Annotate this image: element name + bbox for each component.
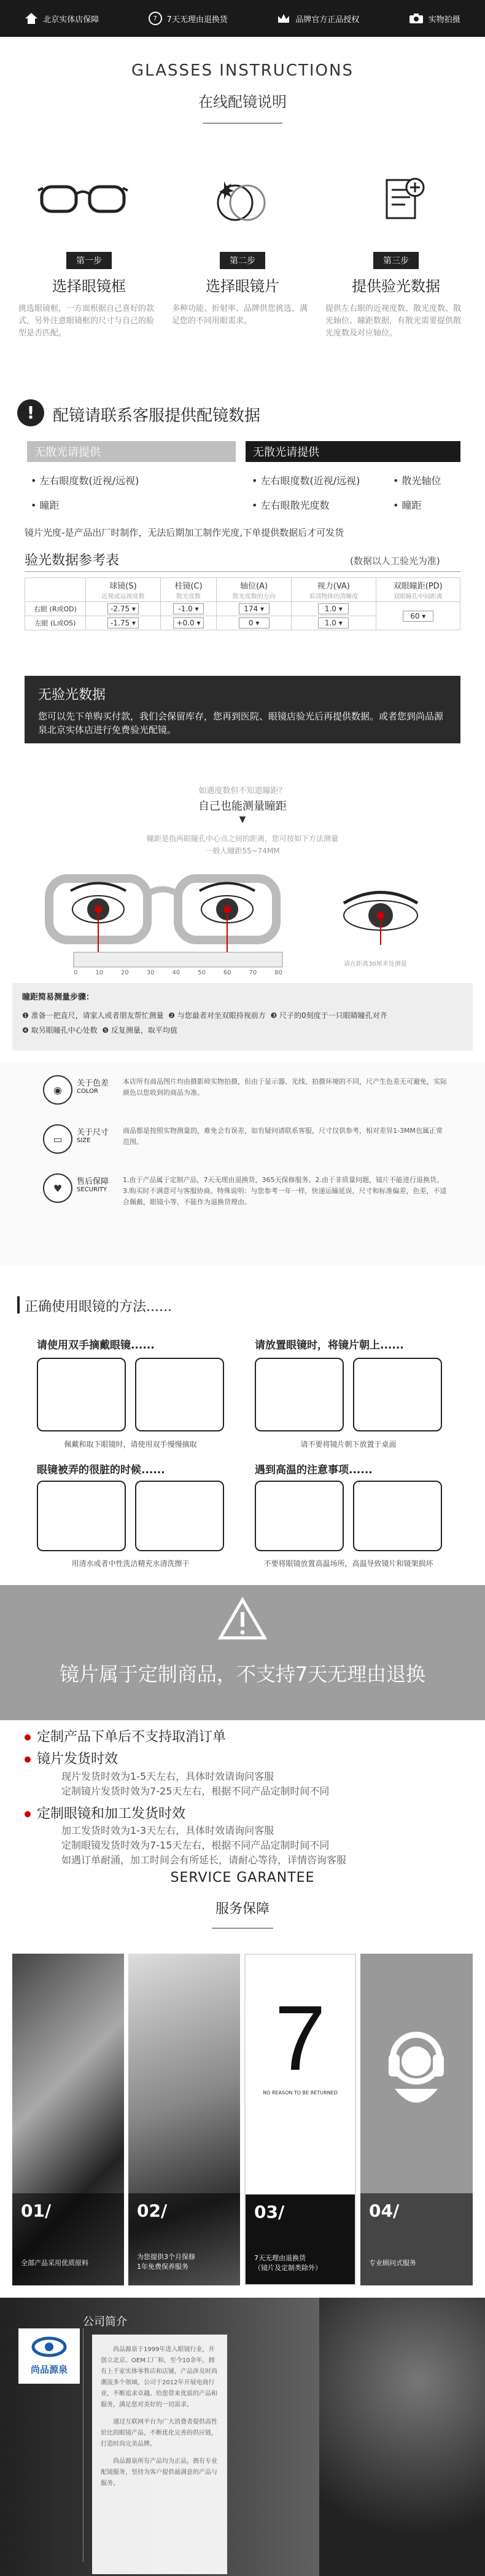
measure-step-text: 与您最者对坐双眼持视前方	[177, 1011, 266, 1020]
data-note: 镜片光度-是产品出厂时制作，无法后期加工制作光度,下单提供数据后才可发货	[25, 527, 344, 538]
service-label: 全部产品采用优质原料	[21, 2259, 88, 2267]
service-big-number: 7	[274, 1986, 326, 2089]
info-row	[43, 1173, 72, 1203]
lens-icon	[212, 175, 273, 224]
divider	[25, 571, 460, 572]
usage-illustration	[37, 1358, 126, 1431]
measure-title: 瞳距简易测量步骤：	[22, 993, 95, 1002]
instructions-title-en: GLASSES INSTRUCTIONS	[131, 61, 354, 80]
ruler-tick: 60	[223, 969, 231, 976]
table-cell	[217, 616, 292, 630]
select-a[interactable]: 0 ▾	[239, 617, 270, 628]
no-data-title: 无验光数据	[38, 687, 106, 703]
info-row	[43, 1075, 72, 1105]
header-sub: 双眼瞳孔中间距离	[393, 593, 443, 600]
step-badge: 第三步	[373, 252, 419, 269]
table-header	[292, 578, 376, 602]
prescription-table	[25, 577, 460, 630]
table-row	[25, 602, 460, 616]
camera-icon	[409, 13, 424, 24]
service-item	[360, 1954, 473, 2285]
ruler-tick: 0	[74, 969, 78, 976]
list-item-label: 瞳距	[39, 499, 60, 511]
custom-item	[25, 1803, 185, 1822]
ruler-ticks	[74, 969, 282, 976]
service-grid	[12, 1954, 473, 2285]
bullet-dot	[25, 1811, 31, 1817]
ref-title: 验光数据参考表	[25, 553, 120, 568]
select-value: -2.75	[111, 605, 130, 613]
company-logo	[18, 2328, 80, 2384]
custom-item	[25, 1726, 226, 1745]
service-title-cn: 服务保障	[215, 1901, 270, 1917]
ruler-tick: 70	[249, 969, 257, 976]
usage-panel-title: 请使用双手摘戴眼镜......	[37, 1339, 155, 1352]
info-text: 商品都是按照实物测量的，难免会有误差，如有疑问请联系客服，尺寸仅供参考，相对差异1-3MM也属正常范围。	[123, 1127, 443, 1146]
top-bar-item	[149, 12, 228, 25]
usage-caption: 请不要将镜片朝下放置于桌面	[300, 1440, 397, 1449]
custom-item	[25, 1748, 118, 1768]
ruler-tick: 40	[172, 969, 180, 976]
select-c[interactable]: +0.0 ▾	[173, 617, 204, 628]
info-text: 1.由于产品属于定制产品，7天无理由退换货，365天保修服务。2.由于非质量问题，镜片不能进行退换货。3.购买时不满意可与客服协商。特殊说明：与您参考一年一样，快递运输延误，尺寸和标准偏差，色差，不适合佩戴，眼镜小等，不能作为退换货理由。	[123, 1176, 447, 1206]
service-item	[12, 1954, 124, 2285]
usage-caption: 佩戴和取下眼镜时，请使用双手慢慢摘取	[64, 1440, 197, 1449]
top-bar-label: 7天无理由退换货	[166, 15, 228, 25]
service-item	[128, 1954, 240, 2285]
usage-caption: 不要将眼镜放置高温场所，高温导致镜片和镜架损坏	[263, 1559, 433, 1568]
info-title-zh: 关于尺寸	[77, 1128, 109, 1137]
table-cell	[292, 616, 376, 630]
custom-item-line: 加工发货时效为1-3天左右，具体时效请询问客服	[61, 1825, 274, 1836]
usage-panel-title: 眼镜被弄的很脏的时候......	[37, 1464, 165, 1476]
row-label: 左眼 (L或OS)	[25, 616, 86, 630]
list-item-label: 左右眼度数(近视/远视)	[260, 475, 360, 487]
top-bar-item	[409, 13, 460, 25]
custom-item-line: 定制镜片发货时效为7-25天左右，根据不同产品定制时间不同	[61, 1785, 330, 1797]
usage-bar	[17, 1296, 20, 1313]
pd-question: 如遇度数但不知道瞳距？	[198, 786, 287, 796]
measure-step: ❷ 与您最者对坐双眼持视前方	[168, 1011, 266, 1020]
data-heading: 配镜请联系客服提供配镜数据	[53, 407, 261, 425]
list-item-label: 瞳距	[402, 499, 422, 511]
header-sub: 近视或远视度数	[101, 593, 145, 600]
step-text: 提供左右眼的近视度数、散光度数、散光轴位、瞳距数据，有散光需要提供散光度数及对应轴位。	[325, 304, 462, 338]
measure-step: ❺ 反复测量，取平均值	[102, 1026, 177, 1035]
header-sub: 散光度数	[176, 593, 201, 600]
custom-item-lines	[61, 1823, 346, 1868]
tab-no-astig: 无散光请提供	[27, 441, 236, 462]
ruler-tick: 30	[146, 969, 155, 976]
table-cell	[86, 602, 161, 616]
measure-step-text: 准备一把直尺，请家人或者朋友帮忙测量	[31, 1011, 164, 1020]
tab-astig: 无散光请提供	[246, 441, 460, 462]
measure-step: ❶ 准备一把直尺，请家人或者朋友帮忙测量	[22, 1011, 164, 1020]
measure-step-text: 反复测量，取平均值	[111, 1026, 177, 1035]
no-data-text: 您可以先下单购买付款，我们会保留库存，您再到医院、眼镜店验光后再提供数据。或者您到尚品源泉北京实体店进行免费验光配镜。	[38, 711, 444, 735]
seven-day-icon: 7	[149, 12, 162, 25]
service-label: 专业顾问式服务	[369, 2259, 416, 2267]
table-cell	[25, 578, 86, 602]
list-item: • 瞳距	[31, 499, 60, 511]
select-va[interactable]: 1.0 ▾	[318, 617, 349, 628]
header-main: 轴位(A)	[240, 582, 268, 591]
measure-step: ❹ 取另眼瞳孔中心处数	[22, 1026, 98, 1035]
company-paragraph: 尚品源泉于1999年进入眼镜行业，并创立北京、OEM工厂和，至今10余年，拥有上千家实体零售店和店铺，产品涉及时尚潮流多个领域，公司于2012年开展电商行业，不断追求卓越。给您带来优质的产品和服务，满足您对美好的一切需求。	[101, 2346, 217, 2408]
instructions-title-cn: 在线配镜说明	[198, 93, 287, 111]
bullet-dot	[25, 1734, 31, 1740]
service-strip	[246, 2194, 356, 2285]
info-title-en: SECURITY	[77, 1186, 107, 1193]
select-c[interactable]: -1.0 ▾	[173, 603, 204, 614]
step-heading: 提供验光数据	[352, 278, 440, 295]
list-item-label: 左右眼度数(近视/远视)	[39, 475, 139, 487]
table-header	[86, 578, 161, 602]
measure-steps	[12, 983, 473, 1051]
company-photo	[319, 2298, 485, 2576]
service-num: 03/	[254, 2202, 285, 2222]
service-strip	[128, 2193, 240, 2285]
company-paragraph: 通过互联网平台为广大消费者提供高性价比的眼镜产品，不断优化完善的供应链，打造时尚完美品牌。	[101, 2419, 217, 2448]
header-sub: 散光度数的方向	[232, 593, 276, 600]
service-item	[244, 1954, 356, 2285]
usage-panel-title: 遇到高温的注意事项......	[255, 1464, 373, 1476]
list-item-label: 散光轴位	[402, 475, 441, 487]
ruler-tick: 50	[198, 969, 206, 976]
table-cell	[161, 602, 217, 616]
company-logo-text: 尚品源泉	[30, 2364, 68, 2375]
list-item: • 左右眼度数(近视/远视)	[31, 475, 139, 487]
header-sub: 看清物体的清晰度	[309, 593, 359, 600]
side-note: 请在距离30厘米处测量	[344, 961, 407, 968]
list-item: • 瞳距	[393, 499, 422, 511]
document-icon	[381, 175, 430, 224]
usage-illustration	[255, 1358, 344, 1431]
step-badge: 第一步	[66, 252, 112, 269]
custom-item-heading: 镜片发货时效	[37, 1752, 118, 1767]
service-label: 7天无理由退换货 （镜片及定制类除外）	[254, 2254, 322, 2272]
ruler-tick: 20	[121, 969, 129, 976]
top-bar	[0, 0, 485, 37]
step-heading: 选择眼镜框	[52, 278, 126, 295]
usage-illustration	[135, 1481, 224, 1551]
eye-illustration	[332, 885, 430, 946]
arrow-down-icon: ▼	[239, 815, 246, 824]
glasses-icon	[37, 178, 129, 215]
top-bar-label: 品牌官方正品授权	[295, 15, 360, 25]
usage-caption: 用清水或者中性洗洁精充水清洗擦干	[71, 1559, 190, 1568]
usage-illustration	[353, 1481, 442, 1551]
headset-icon	[360, 2009, 473, 2132]
service-num: 02/	[137, 2201, 168, 2221]
table-cell	[376, 602, 460, 630]
select-value: +0.0	[176, 619, 195, 627]
table-header	[217, 578, 292, 602]
no-data-box	[25, 676, 460, 743]
select-value: 174	[244, 605, 258, 613]
table-cell	[217, 602, 292, 616]
select-s[interactable]: -1.75 ▾	[107, 617, 139, 628]
usage-illustration	[135, 1358, 224, 1431]
header-main: 视力(VA)	[317, 582, 350, 591]
top-bar-label: 北京实体店保障	[43, 15, 99, 25]
exclamation-icon: !	[17, 399, 44, 426]
step-2	[172, 252, 313, 327]
company-title: 公司简介	[83, 2316, 127, 2328]
step-text: 挑选眼镜框，一方面根据自己喜好的款式，另外注意眼镜框的尺寸与自己的脸型是否匹配。	[18, 304, 155, 338]
select-pd[interactable]: 60 ▾	[403, 611, 433, 622]
list-item: • 散光轴位	[393, 475, 441, 487]
select-s[interactable]: -2.75 ▾	[107, 603, 139, 614]
company-text-box	[92, 2335, 227, 2574]
custom-banner-text: 镜片属于定制商品，不支持7天无理由退换	[59, 1662, 426, 1686]
top-bar-label: 实物拍摄	[428, 15, 460, 25]
crown-icon	[277, 13, 290, 24]
select-value: 1.0	[324, 605, 336, 613]
custom-item-heading: 定制产品下单后不支持取消订单	[37, 1729, 227, 1745]
company-paragraph: 尚品源泉所有产品均为正品，拥有专业配镜服务，坚持为客户提供最满意的产品与服务。	[101, 2458, 217, 2487]
top-bar-item	[25, 13, 99, 25]
usage-illustration	[37, 1481, 126, 1551]
select-value: 0	[248, 619, 254, 627]
palette-icon: ◉	[43, 1075, 72, 1105]
logo-icon	[31, 2333, 68, 2360]
ruler-tick: 80	[274, 969, 282, 976]
step-text: 多种功能、折射率、品牌供您挑选，满足您的不同用眼需求。	[172, 304, 308, 326]
header-main: 柱镜(C)	[174, 582, 203, 591]
select-va[interactable]: 1.0 ▾	[318, 603, 349, 614]
table-cell	[161, 616, 217, 630]
list-item: • 左右眼度数(近视/远视)	[252, 475, 360, 487]
ref-note: (数据以人工验光为准)	[350, 555, 440, 566]
table-cell	[292, 602, 376, 616]
usage-illustration	[353, 1358, 442, 1431]
custom-item-line: 现片发货时效为1-5天左右，具体时效请询问客服	[61, 1771, 274, 1782]
step-heading: 选择眼镜片	[206, 278, 279, 295]
custom-item-line: 如遇订单耐涌，加工时间会有所延长，请耐心等待，详情咨询客服	[61, 1854, 347, 1866]
pd-glasses-illustration	[37, 866, 295, 977]
table-cell	[86, 616, 161, 630]
pd-title: 自己也能测量瞳距	[198, 800, 287, 813]
header-main: 球镜(S)	[109, 582, 137, 591]
row-label: 右眼 (R或OD)	[25, 602, 86, 616]
house-icon	[25, 13, 38, 24]
info-title-zh: 售后保障	[77, 1177, 109, 1186]
info-title-en: COLOR	[77, 1088, 98, 1095]
ruler-tick: 10	[95, 969, 104, 976]
service-num: 04/	[369, 2201, 400, 2221]
step-badge: 第二步	[220, 252, 265, 269]
measure-step-text: 取另眼瞳孔中心处数	[31, 1026, 98, 1035]
select-value: -1.75	[111, 619, 130, 627]
info-title	[77, 1076, 109, 1095]
custom-item-heading: 定制眼镜和加工发货时效	[37, 1806, 186, 1822]
select-value: -1.0	[178, 605, 193, 613]
info-text: 本店所有商品图片均由摄影师实物拍摄，但由于显示器、光线、拍摄环境的不同，尺产生色差无可避免，实际颜色以您收到的商品为准。	[123, 1078, 447, 1097]
info-title-zh: 关于色差	[77, 1079, 109, 1088]
service-title-en: SERVICE GARANTEE	[170, 1870, 315, 1885]
usage-illustration	[255, 1481, 344, 1551]
service-label: 为您提供3个月保修 1年免费保养服务	[137, 2253, 195, 2271]
pd-note1: 瞳距是指两眼瞳孔中心点之间的距离，您可按如下方法测量	[146, 834, 338, 843]
select-a[interactable]: 174 ▾	[239, 603, 270, 614]
table-header	[376, 578, 460, 602]
table-header-row	[25, 578, 460, 602]
usage-panel-title: 请放置眼镜时，将镜片朝上......	[255, 1339, 404, 1352]
service-num: 01/	[21, 2201, 52, 2221]
list-item: • 左右眼散光度数	[252, 499, 330, 511]
header-main: 双眼瞳距(PD)	[393, 582, 443, 591]
custom-item-lines	[61, 1769, 329, 1799]
top-bar-item	[277, 13, 359, 25]
step-3	[325, 252, 467, 340]
table-header	[161, 578, 217, 602]
info-row	[43, 1124, 72, 1154]
service-big-sub: NO REASON TO BE RETURNED	[263, 2090, 338, 2096]
pd-note2: 一般人瞳距55~74MM	[205, 847, 280, 855]
service-strip	[12, 2193, 124, 2285]
warning-icon	[218, 1597, 267, 1640]
ruler-icon: ▭	[43, 1124, 72, 1154]
measure-step: ❸ 尺子的0刻度于一只眼睛瞳孔对齐	[270, 1011, 387, 1020]
select-value: 60	[410, 611, 420, 621]
measure-step-text: 尺子的0刻度于一只眼睛瞳孔对齐	[279, 1011, 387, 1020]
info-title	[77, 1175, 109, 1193]
info-title-en: SIZE	[77, 1137, 91, 1144]
custom-item-line: 定制眼镜发货时效为7-15天左右，根据不同产品定制时间不同	[61, 1839, 330, 1851]
heart-icon: ♥	[43, 1173, 72, 1203]
usage-heading: 正确使用眼镜的方法......	[25, 1299, 172, 1315]
bullet-dot	[25, 1756, 31, 1763]
list-item-label: 左右眼散光度数	[260, 499, 330, 511]
step-1	[18, 252, 160, 340]
info-title	[77, 1126, 109, 1144]
service-strip	[360, 2193, 473, 2285]
select-value: 1.0	[324, 619, 336, 627]
